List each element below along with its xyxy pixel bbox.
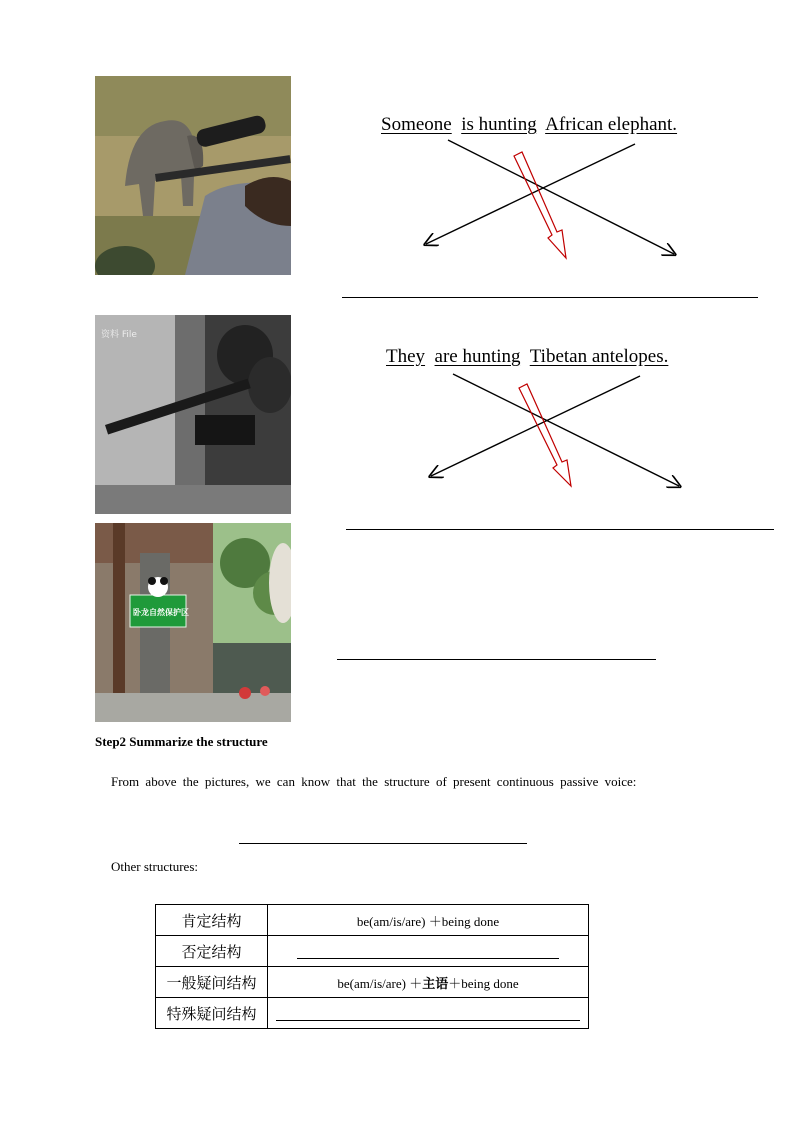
answer-line-3[interactable]: [337, 659, 656, 660]
row-label-general-question: 一般疑问结构: [156, 967, 268, 998]
sentence-2-subject: They: [386, 346, 426, 367]
row-value-negative[interactable]: [268, 936, 589, 967]
table-row: [156, 998, 589, 1029]
sentence-1-object: African elephant.: [545, 114, 678, 135]
transform-arrows-2: [415, 368, 695, 494]
sentence-1-verb: is hunting: [461, 114, 537, 135]
table-row: [156, 905, 589, 936]
step2-heading: Step2 Summarize the structure: [95, 734, 268, 749]
photo-watermark: 资料 File: [101, 330, 137, 340]
row-value-affirmative: be(am/is/are) ＋being done: [268, 905, 589, 936]
panda-reserve-photo: [95, 523, 291, 722]
answer-line-2[interactable]: [346, 529, 774, 530]
blank-negative[interactable]: [297, 944, 559, 959]
sentence-2: [386, 346, 668, 368]
reserve-sign-text: 卧龙自然保护区: [133, 608, 189, 617]
general-question-pre: be(am/is/are) ＋: [337, 975, 423, 991]
sentence-1-subject: Someone: [381, 114, 452, 135]
answer-line-1[interactable]: [342, 297, 758, 298]
row-label-special-question: 特殊疑问结构: [156, 998, 268, 1029]
row-value-general-question: [268, 967, 589, 998]
table-row: [156, 967, 589, 998]
blank-special-question[interactable]: [276, 1006, 580, 1021]
sentence-2-verb: are hunting: [434, 346, 521, 367]
structure-paragraph: From above the pictures, we can know that the structure of present continuous passive voice:: [111, 774, 637, 789]
elephant-hunter-photo: [95, 76, 291, 275]
sentence-1: [381, 114, 677, 136]
row-label-negative: 否定结构: [156, 936, 268, 967]
general-question-subject: 主语: [422, 976, 449, 992]
antelope-hunters-photo: [95, 315, 291, 514]
row-label-affirmative: 肯定结构: [156, 905, 268, 936]
other-structures-label: Other structures:: [111, 859, 199, 874]
answer-line-structure[interactable]: [239, 843, 527, 844]
structures-table: [155, 904, 589, 1029]
table-row: [156, 936, 589, 967]
row-value-special-question[interactable]: [268, 998, 589, 1029]
general-question-post: ＋being done: [448, 975, 519, 991]
transform-arrows-1: [410, 134, 690, 264]
sentence-2-object: Tibetan antelopes.: [529, 346, 669, 367]
